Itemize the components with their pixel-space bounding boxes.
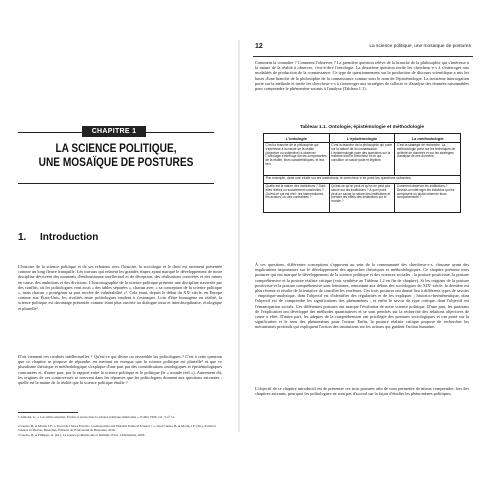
page-number: 12 [255, 43, 263, 50]
table-row [264, 143, 461, 176]
book-gutter [238, 40, 240, 432]
section-title: Introduction [40, 232, 99, 243]
table-row [264, 176, 461, 184]
section-heading [18, 232, 98, 243]
running-header [253, 42, 473, 57]
table-cell: C'est la branche de la philosophie qui s'intéresse à la nature de la réalité (objective ou subjective) à observer. L'ontologie s'interroge sur les composantes de la réalité, leurs caractéristiques, et leur lien. [264, 143, 330, 176]
intro-paragraph-1: L'histoire de la science politique et de ses relations avec l'histoire, la sociologie et le droit est rarement présentée comme un long fleuve tranquille. Les travaux qui relatent les grandes étapes ayant marqué le développement de notre discipline décrivent des moments d'enthousiasme intellectuel et de déception, des réalisations concrètes et des ruines en cause, des ambitions et des divisions. L'historiographie de la science politique présente une discipline traversée par des conflits, où les politologues vont assis « des tables séparées », chacun avec « sa conception de la science politique », mais chacun « protégeant sa part secrète de vulnérabilité »¹. Cela étant, depuis le début du XXᵉ siècle, en Europe comme aux États-Unis, les rivalités entre politologues tendent à s'estomper. Loin d'être homogène en réalité, la science politique est davantage présentée comme étant plus ouverte au dialogue intra et interdisciplinaire, écologique et plurielle². [18, 264, 222, 311]
chapter-title-line-2: UNE MOSAÏQUE DE POSTURES [38, 157, 194, 169]
table-cell: Quelle est la nature des institutions ? Sont-elles réelles ou socialement construites ? Qu'est-ce qui est réel : les intermédiaires, les acteurs, ou des contraintes ? [264, 184, 330, 213]
table-cell: C'est la stratégie de recherche. La méthodologie porte sur les techniques de collecte de données et sur les stratégies d'analyse de ces données. [395, 143, 461, 176]
right-paragraph-2: À ces questions, différentes conceptions s'opposent au sein de la communauté des chercheur·e·s, chacune ayant des implications importantes sur le développement des approches théoriques et méthodologiques. Ce chapitre présente trois postures qui ont marqué le développement de la science politique et des sciences sociales : la posture positiviste, la posture compréhensive et la posture réaliste critique (voir synthèse au Tableau 1.2 en fin de chapitre). Si les origines de la posture positiviste et la posture compréhensive sont lointaines, remontant aux débats des sociologues du XIXᵉ siècle, la dernière est plus récente et résulte de la tentative de concilier les extrêmes. Ces trois postures ont donné lieu à différents types de savoirs : empirique-analytique, dont l'objectif est d'identifier des régularités et de les expliquer ; historico-herméneutique, dont l'objectif est de comprendre les significations des phénomènes ; et enfin le savoir de type critique, dont l'objectif est l'émancipation sociale. Ces différentes postures ont marqué l'évolution de notre science politique. D'une part, les partisans de l'explication ont développé des méthodes quantitatives et se sont penchés sur la recherche des relations objectives de cause à effet. D'autre part, les adeptes de la compréhension ont privilégié des postures sociologiques et ont porté sur la signification et le sens des phénomènes pour l'acteur. Enfin, la posture réaliste critique propose de rechercher les mécanismes profonds qui expliquent l'action des institutions sur les actions qui guident l'action humaine. [255, 262, 469, 330]
ontology-table [263, 133, 461, 213]
table-row [264, 184, 461, 213]
table-cell: Comment observer les institutions ? Devrait-on interroger les individus qui les composent ou plutôt observer leurs comportements ? [395, 184, 461, 213]
chapter-title [30, 142, 202, 170]
left-page [8, 42, 228, 437]
table-example-cell: Par exemple, dans une étude sur les institutions, le chercheur·e se pose les questions suivantes : [264, 176, 461, 184]
right-paragraph-3: L'objectif de ce chapitre introductif est de présenter ces trois postures afin de vous permettre de mieux comprendre, lors des chapitres suivants, pourquoi les politologues ne sont pas d'accord sur la façon d'étudier les phénomènes politiques. [255, 386, 469, 397]
table-cell: C'est la branche de la philosophie qui porte sur la nature de la connaissance. L'épistémologie pose des questions sur la manière dont le chercheur et ce qui constitue un savoir juste et légitime. [329, 143, 395, 176]
right-page [253, 42, 473, 430]
chapter-title-line-1: LA SCIENCE POLITIQUE, [55, 143, 177, 155]
running-head-title: La science politique, une mosaïque de postures [369, 44, 471, 49]
table-cell: Qu'est-ce qu'on peut et qu'on ne peut pas savoir sur les institutions ? À quel point peut-on savoir la nature des institutions et prendre les effets des institutions sur le monde ? [329, 184, 395, 213]
table-title: Tableau 1.1. Ontologie, épistémologie et méthodologie [299, 125, 425, 130]
table-header-row [264, 134, 461, 143]
footnote-3: 3 Cuesta, B. et Philippe, O. (éd.), La science politique une et multiple, Paris, L'Harmattan, 2004. [18, 433, 146, 437]
intro-paragraph-2: D'où viennent ces rivalités intellectuelles ? Qu'est-ce qui divise ou rassemble les politologues ? C'est à cette question que ce chapitre se propose de répondre, en mettant en exergue que la science politique est plurielle³ et que ce pluralisme théorique et méthodologique s'explique d'une part par des considérations ontologiques et épistémologiques contrastées et, d'autre part, par le rapport entre la science politique et le politique (le « monde réel »). Autrement dit, les origines de ces controverses se trouvent dans les réponses que les politologues donnent aux questions suivantes : quelle est la nature de la réalité que la science politique étudie ? [18, 354, 222, 386]
right-paragraph-1: Comment la connaître ? Comment l'observer ? La première question relève de la branche de la philosophie qui s'intéresse à la nature de la réalité à observer, c'est-à-dire l'ontologie. La deuxième question invite les chercheur·e·s à s'interroger aux modalités de production de la connaissance. Ce type de questionnement sur la production de discours scientifique a mis les bases d'une branche de la philosophie de la connaissance connue sous le nom de l'épistémologie. La troisième interrogation porte sur la méthode et invite les chercheur·e·s à s'interroger aux stratégies de collecte et d'analyse des données raisonnables pour comprendre le phénomène soumis à l'analyse (Tableau 1.1). [255, 60, 469, 92]
footnote-2: 2 Cuesta, B. et Morin, J.F., « Towards a More Eclectic, Cosmopolitan and Pluralist Political Science ? », Anal Cuesta, B. et Morin, J.F. (dir.), Political Science in Motion, Bruxelles, Éditions de l'Université de Bruxelles, 2016. [18, 424, 216, 433]
table-header-ontology: L'ontologie [264, 134, 330, 143]
chapter-label: CHAPITRE 1 [82, 126, 146, 137]
table-header-methodology: La méthodologie [395, 134, 461, 143]
table-header-epistemology: L'épistémologie [329, 134, 395, 143]
section-number: 1. [18, 232, 27, 243]
footnote-rule [18, 412, 78, 413]
footnote-1: 1 Almond, G., « Les tables séparées. Écoles et sectes dans la science politique américaine », Politix 1990, vol. 3, n° 12. [18, 415, 176, 419]
